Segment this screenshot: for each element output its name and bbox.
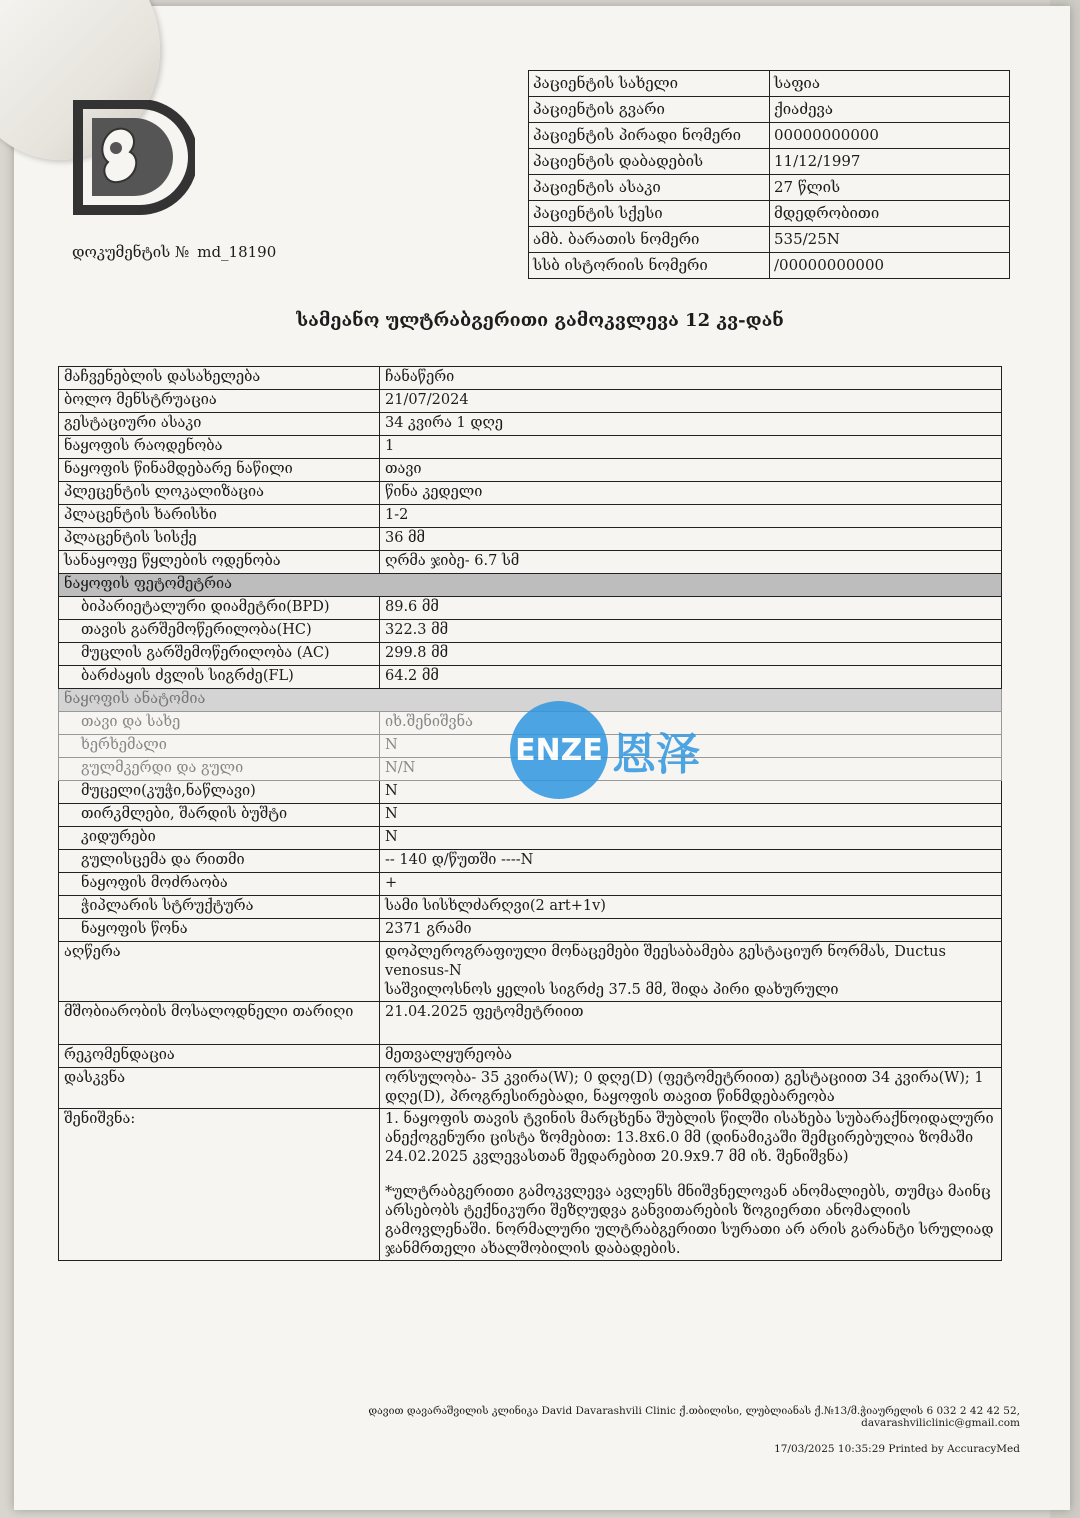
watermark	[510, 700, 770, 800]
table-row	[59, 643, 1002, 666]
row-value: N	[380, 735, 1002, 758]
row-label: კიდურები	[59, 827, 380, 850]
row-label: გულისცემა და რითმი	[59, 850, 380, 873]
row-value: მეთვალყურეობა	[380, 1045, 1002, 1068]
patient-field-label: პაციენტის სახელი	[529, 71, 770, 97]
row-label: რეკომენდაცია	[59, 1045, 380, 1068]
patient-row	[529, 123, 1010, 149]
row-value: 2371 გრამი	[380, 919, 1002, 942]
patient-field-label: პაციენტის სქესი	[529, 201, 770, 227]
description-value	[380, 942, 1002, 1002]
table-head-label: მაჩვენებლის დასახელება	[59, 367, 380, 390]
footer-clinic-line: დავით დავარაშვილის კლინიკა David Davarashvili Clinic ქ.თბილისი, ლუბლიანას ქ.№13/მ.ჭიაურელის 6 032 2 42 42 52, davarashviliclinic@gmail.com	[368, 1405, 1020, 1429]
patient-field-value: 27 წლის	[770, 175, 1010, 201]
row-label: თირკმლები, შარდის ბუშტი	[59, 804, 380, 827]
patient-row	[529, 71, 1010, 97]
patient-row	[529, 97, 1010, 123]
row-value: წინა კედელი	[380, 482, 1002, 505]
row-value: N/N	[380, 758, 1002, 781]
conclusion-label: დასკვნა	[59, 1068, 380, 1109]
section-anatomy-title: ნაყოფის ანატომია	[59, 689, 1002, 712]
row-label: მუცელი(კუჭი,ნაწლავი)	[59, 781, 380, 804]
watermark-logo: ENZE	[510, 701, 608, 799]
patient-field-value: საფია	[770, 71, 1010, 97]
patient-field-label: ამბ. ბარათის ნომერი	[529, 227, 770, 253]
patient-row	[529, 253, 1010, 279]
exam-table	[58, 366, 1002, 1261]
row-value: 89.6 მმ	[380, 597, 1002, 620]
row-label: პლაცენტის ხარისხი	[59, 505, 380, 528]
patient-field-label: პაციენტის დაბადების	[529, 149, 770, 175]
patient-row	[529, 201, 1010, 227]
row-value: 322.3 მმ	[380, 620, 1002, 643]
patient-field-value: 535/25N	[770, 227, 1010, 253]
row-label: ბარძაყის ძვლის სიგრძე(FL)	[59, 666, 380, 689]
row-value: ღრმა ჯიბე- 6.7 სმ	[380, 551, 1002, 574]
conclusion-row	[59, 1068, 1002, 1109]
row-value: 34 კვირა 1 დღე	[380, 413, 1002, 436]
row-value: -- 140 დ/წუთში ----N	[380, 850, 1002, 873]
row-value: 36 მმ	[380, 528, 1002, 551]
row-label: პლეცენტის ლოკალიზაცია	[59, 482, 380, 505]
table-row	[59, 436, 1002, 459]
document-number-label: დოკუმენტის №	[72, 243, 190, 261]
row-value: N	[380, 781, 1002, 804]
row-value: 64.2 მმ	[380, 666, 1002, 689]
row-value: +	[380, 873, 1002, 896]
row-label: ნაყოფის მოძრაობა	[59, 873, 380, 896]
patient-field-value: 00000000000	[770, 123, 1010, 149]
patient-field-label: პაციენტის გვარი	[529, 97, 770, 123]
section-fetometry-title: ნაყოფის ფეტომეტრია	[59, 574, 1002, 597]
table-row	[59, 459, 1002, 482]
row-label: ნაყოფის წინამდებარე ნაწილი	[59, 459, 380, 482]
table-row	[59, 666, 1002, 689]
row-label: ბიპარიეტალური დიამეტრი(BPD)	[59, 597, 380, 620]
description-label: აღწერა	[59, 942, 380, 1002]
row-value: 21/07/2024	[380, 390, 1002, 413]
watermark-text: 恩泽	[612, 729, 700, 780]
row-label: სანაყოფე წყლების ოდენობა	[59, 551, 380, 574]
table-row	[59, 413, 1002, 436]
row-value: იხ.შენიშვნა	[380, 712, 1002, 735]
footer	[290, 1405, 1020, 1455]
table-row	[59, 505, 1002, 528]
row-label: ჭიპლარის სტრუქტურა	[59, 896, 380, 919]
due-date-value: 21.04.2025 ფეტომეტრიით	[380, 1002, 1002, 1045]
note-paragraph-1: 1. ნაყოფის თავის ტვინის მარცხენა შუბლის წილში ისახება სუბარაქნოიდალური ანექოგენური ცისტა ზომებით: 13.8x6.0 მმ (დინამიკაში შემცირებულია ზომაში 24.02.2025 კვლევასთან შედარებით 20.9x9.7 მმ იხ. შენიშვნა)	[385, 1111, 994, 1165]
row-value: N	[380, 804, 1002, 827]
description-row	[59, 942, 1002, 1002]
row-label: ნაყოფის წონა	[59, 919, 380, 942]
table-row	[59, 850, 1002, 873]
row-value: 1-2	[380, 505, 1002, 528]
patient-field-label: პაციენტის პირადი ნომერი	[529, 123, 770, 149]
row-value: თავი	[380, 459, 1002, 482]
patient-field-value: /00000000000	[770, 253, 1010, 279]
document-number	[72, 243, 276, 261]
table-row	[59, 873, 1002, 896]
table-row	[59, 528, 1002, 551]
footer-printed-line: 17/03/2025 10:35:29 Printed by AccuracyMed	[774, 1443, 1020, 1455]
table-row	[59, 597, 1002, 620]
table-head-row	[59, 367, 1002, 390]
section-fetometry	[59, 574, 1002, 597]
table-row	[59, 804, 1002, 827]
patient-field-value: 11/12/1997	[770, 149, 1010, 175]
page-title: სამეანო ულტრაბგერითი გამოკვლევა 12 კვ-დან	[296, 310, 784, 331]
table-row	[59, 551, 1002, 574]
note-row	[59, 1109, 1002, 1261]
note-paragraph-2: *ულტრაბგერითი გამოკვლევა ავლენს მნიშვნელოვან ანომალიებს, თუმცა მაინც არსებობს ტექნიკური შეზღუდვა განვითარების ზოგიერთი ანომალიის გამოვლენაში. ნორმალური ულტრაბგერითი სურათი არ არის გარანტი სრულიად ჯანმრთელი ახალშობილის დაბადების.	[385, 1184, 994, 1257]
table-row	[59, 919, 1002, 942]
description-line-1: დოპლეროგრაფიული მონაცემები შეესაბამება გესტაციურ ნორმას, Ductus venosus-N	[385, 944, 946, 979]
row-value: სამი სისხლძარღვი(2 art+1v)	[380, 896, 1002, 919]
patient-row	[529, 149, 1010, 175]
conclusion-value: ორსულობა- 35 კვირა(W); 0 დღე(D) (ფეტომეტრიით) გესტაციით 34 კვირა(W); 1 დღე(D), პროგრესირებადი, ნაყოფის თავით წინმდებარეობა	[380, 1068, 1002, 1109]
patient-field-value: ქიაძევა	[770, 97, 1010, 123]
table-row	[59, 620, 1002, 643]
note-value	[380, 1109, 1002, 1261]
row-label: მუცლის გარშემოწერილობა (AC)	[59, 643, 380, 666]
table-row	[59, 827, 1002, 850]
row-label: ბოლო მენსტრუაცია	[59, 390, 380, 413]
row-label: თავი და სახე	[59, 712, 380, 735]
table-row	[59, 896, 1002, 919]
row-label: პლაცენტის სისქე	[59, 528, 380, 551]
patient-row	[529, 227, 1010, 253]
patient-field-value: მდედრობითი	[770, 201, 1010, 227]
table-row	[59, 1045, 1002, 1068]
row-label: ხერხემალი	[59, 735, 380, 758]
table-head-value: ჩანაწერი	[380, 367, 1002, 390]
row-label: გესტაციური ასაკი	[59, 413, 380, 436]
table-row	[59, 482, 1002, 505]
document-number-value: md_18190	[197, 243, 277, 261]
row-label: თავის გარშემოწერილობა(HC)	[59, 620, 380, 643]
table-row	[59, 390, 1002, 413]
row-value: 299.8 მმ	[380, 643, 1002, 666]
patient-row	[529, 175, 1010, 201]
patient-info-table	[528, 70, 1010, 279]
row-value: 1	[380, 436, 1002, 459]
clinic-logo-icon	[70, 100, 195, 215]
note-label: შენიშვნა:	[59, 1109, 380, 1261]
description-line-2: საშვილოსნოს ყელის სიგრძე 37.5 მმ, შიდა პირი დახურული	[385, 982, 839, 998]
due-date-row	[59, 1002, 1002, 1045]
patient-field-label: პაციენტის ასაკი	[529, 175, 770, 201]
row-label: ნაყოფის რაოდენობა	[59, 436, 380, 459]
patient-field-label: სსბ ისტორიის ნომერი	[529, 253, 770, 279]
due-date-label: მშობიარობის მოსალოდნელი თარიღი	[59, 1002, 380, 1045]
row-value: N	[380, 827, 1002, 850]
row-label: გულმკერდი და გული	[59, 758, 380, 781]
